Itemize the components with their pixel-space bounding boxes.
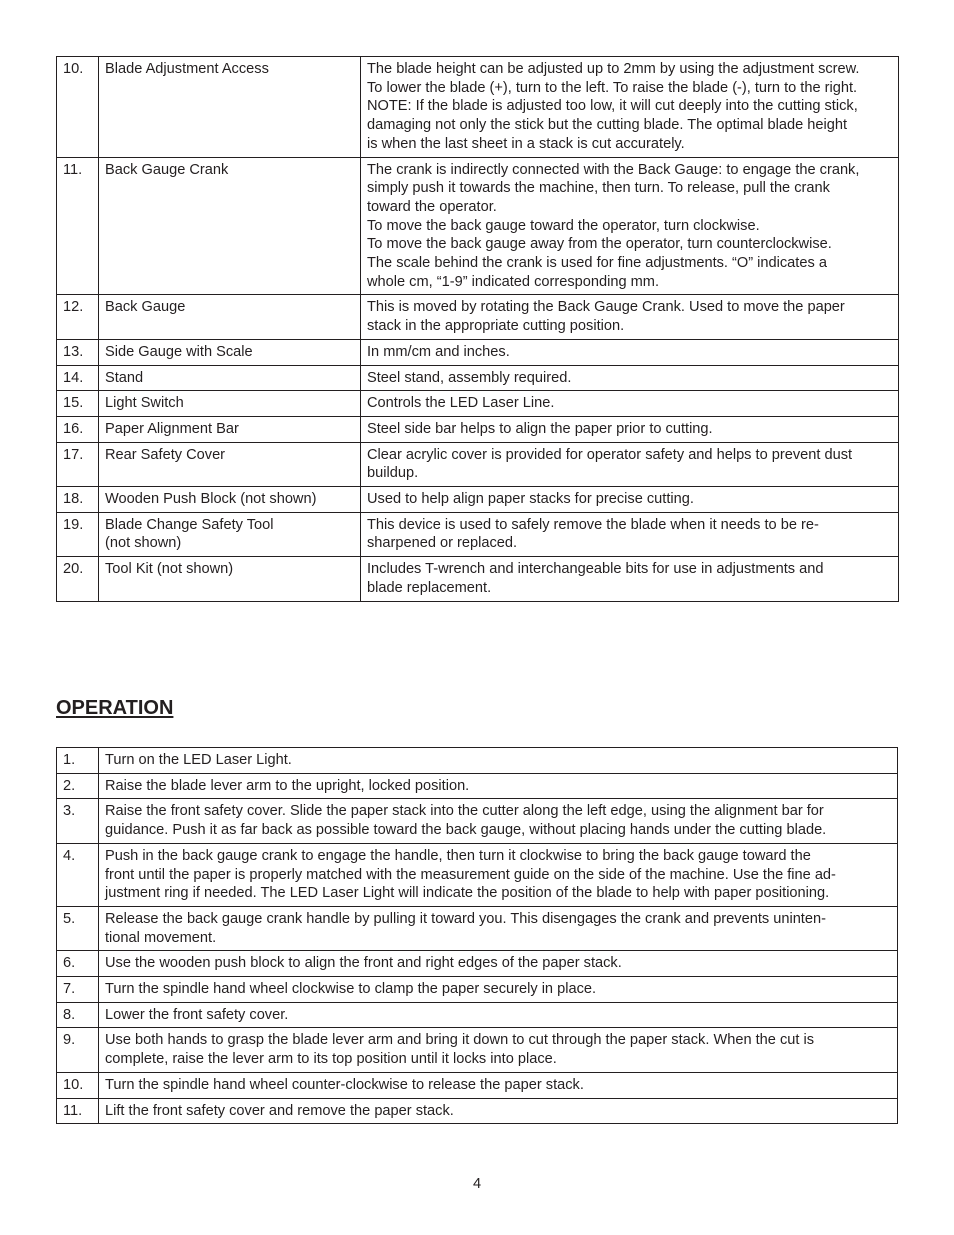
step-text-line: front until the paper is properly matched with the measurement guide on the side of the machine. Use the fine ad- [105,866,836,883]
part-description-line: Includes T-wrench and interchangeable bits for use in adjustments and [367,561,824,578]
part-description-line: damaging not only the stick but the cutting blade. The optimal blade height [367,117,848,134]
parts-table-row [57,365,899,391]
step-text-line: Turn on the LED Laser Light. [105,752,292,768]
part-name [99,391,361,417]
step-text-line: Push in the back gauge crank to engage the handle, then turn it clockwise to bring the back gauge toward the [105,847,811,864]
operation-step-row [57,1098,898,1124]
part-description-line: The blade height can be adjusted up to 2mm by using the adjustment screw. [367,61,860,77]
part-number: 19. [57,512,99,556]
parts-table [56,56,899,602]
step-text-line: Turn the spindle hand wheel clockwise to clamp the paper securely in place. [105,981,597,998]
step-text-line: Raise the blade lever arm to the upright, locked position. [105,777,470,794]
part-description-line: stack in the appropriate cutting position. [367,318,625,335]
part-description [361,557,899,601]
step-text-line: Release the back gauge crank handle by pulling it toward you. This disengages the crank and prevents uninten- [105,910,826,927]
step-number: 9. [57,1028,99,1072]
part-name-line: Blade Change Safety Tool [105,516,274,533]
part-name [99,416,361,442]
parts-table-row [57,295,899,339]
operation-step-row [57,906,898,950]
part-name-line: Back Gauge [105,299,186,316]
step-text [99,951,898,977]
step-text [99,977,898,1003]
step-number: 10. [57,1072,99,1098]
step-number: 11. [57,1098,99,1124]
part-number: 11. [57,157,99,295]
operation-step-row [57,773,898,799]
part-description [361,391,899,417]
part-number: 17. [57,442,99,486]
part-number: 20. [57,557,99,601]
part-name [99,487,361,513]
operation-step-row [57,977,898,1003]
part-description [361,365,899,391]
part-name [99,557,361,601]
step-text-line: Turn the spindle hand wheel counter-clockwise to release the paper stack. [105,1076,584,1093]
operation-step-row [57,799,898,843]
step-text-line: tional movement. [105,929,217,946]
part-description-line: NOTE: If the blade is adjusted too low, it will cut deeply into the cutting stick, [367,98,858,115]
operation-step-row [57,748,898,774]
step-number: 3. [57,799,99,843]
parts-table-row [57,416,899,442]
step-number: 1. [57,748,99,774]
step-text-line: Use the wooden push block to align the front and right edges of the paper stack. [105,955,622,972]
parts-table-row [57,391,899,417]
parts-table-row [57,157,899,295]
part-name [99,365,361,391]
part-number: 13. [57,339,99,365]
part-number: 18. [57,487,99,513]
step-text [99,1002,898,1028]
operation-step-row [57,1028,898,1072]
step-text-line: justment ring if needed. The LED Laser Light will indicate the position of the blade to help with paper positioning. [105,885,830,902]
part-description-line: The crank is indirectly connected with the Back Gauge: to engage the crank, [367,161,860,178]
step-text-line: Lift the front safety cover and remove the paper stack. [105,1102,454,1119]
part-description [361,416,899,442]
step-number: 4. [57,843,99,906]
part-description-line: Clear acrylic cover is provided for operator safety and helps to prevent dust [367,446,853,463]
step-number: 2. [57,773,99,799]
part-name [99,339,361,365]
part-description-line: toward the operator. [367,198,497,215]
step-text [99,1072,898,1098]
parts-table-row [57,557,899,601]
part-description-line: Controls the LED Laser Line. [367,395,555,412]
part-description [361,512,899,556]
page-number: 4 [472,1176,482,1192]
parts-table-row [57,442,899,486]
part-description [361,295,899,339]
part-description [361,157,899,295]
part-name [99,512,361,556]
step-text-line: guidance. Push it as far back as possible toward the back gauge, without placing hands under the cutting blade. [105,822,827,839]
part-number: 14. [57,365,99,391]
part-number: 12. [57,295,99,339]
part-description-line: Used to help align paper stacks for precise cutting. [367,491,694,508]
part-name [99,157,361,295]
part-number: 10. [57,57,99,158]
part-name-line: Wooden Push Block (not shown) [105,491,317,508]
part-description-line: is when the last sheet in a stack is cut accurately. [367,135,685,152]
operation-step-row [57,1002,898,1028]
part-description [361,442,899,486]
step-text [99,748,898,774]
part-name [99,57,361,158]
part-number: 15. [57,391,99,417]
part-name [99,442,361,486]
parts-table-body [57,57,899,602]
part-description-line: blade replacement. [367,579,492,596]
part-description-line: simply push it towards the machine, then turn. To release, pull the crank [367,180,830,197]
part-name-line: Light Switch [105,395,184,412]
step-number: 5. [57,906,99,950]
part-description-line: This is moved by rotating the Back Gauge Crank. Used to move the paper [367,299,845,316]
part-description-line: The scale behind the crank is used for fine adjustments. “O” indicates a [367,255,827,272]
step-text-line: complete, raise the lever arm to its top position until it locks into place. [105,1051,557,1068]
part-description-line: sharpened or replaced. [367,535,518,552]
part-name-line: (not shown) [105,535,182,552]
part-description-line: Steel side bar helps to align the paper prior to cutting. [367,420,713,437]
part-description-line: To lower the blade (+), turn to the left. To raise the blade (-), turn to the right. [367,79,858,96]
parts-table-row [57,339,899,365]
step-text-line: Use both hands to grasp the blade lever arm and bring it down to cut through the paper stack. When the cut is [105,1032,815,1049]
step-text [99,906,898,950]
operation-steps-body [57,748,898,1124]
part-name [99,295,361,339]
parts-table-row [57,487,899,513]
parts-table-row [57,57,899,158]
operation-heading: OPERATION [56,697,174,719]
part-description [361,57,899,158]
step-number: 7. [57,977,99,1003]
step-text [99,1028,898,1072]
step-text [99,799,898,843]
part-number: 16. [57,416,99,442]
parts-table-row [57,512,899,556]
part-name-line: Stand [105,369,144,386]
step-text [99,773,898,799]
part-description-line: buildup. [367,465,419,482]
part-description [361,487,899,513]
part-description [361,339,899,365]
operation-step-row [57,843,898,906]
step-text [99,1098,898,1124]
step-text-line: Lower the front safety cover. [105,1006,289,1023]
part-name-line: Back Gauge Crank [105,161,229,178]
step-text-line: Raise the front safety cover. Slide the paper stack into the cutter along the left edge, using the alignment bar for [105,803,824,820]
part-name-line: Tool Kit (not shown) [105,561,234,578]
step-number: 6. [57,951,99,977]
step-text [99,843,898,906]
operation-step-row [57,951,898,977]
part-description-line: In mm/cm and inches. [367,343,510,360]
part-description-line: To move the back gauge toward the operator, turn clockwise. [367,217,760,234]
part-description-line: Steel stand, assembly required. [367,369,572,386]
part-description-line: whole cm, “1-9” indicated corresponding mm. [367,273,659,290]
part-description-line: This device is used to safely remove the blade when it needs to be re- [367,516,819,533]
operation-steps-table [56,747,898,1124]
part-name-line: Rear Safety Cover [105,446,226,463]
step-number: 8. [57,1002,99,1028]
part-description-line: To move the back gauge away from the operator, turn counterclockwise. [367,236,832,253]
operation-step-row [57,1072,898,1098]
part-name-line: Paper Alignment Bar [105,420,239,437]
part-name-line: Blade Adjustment Access [105,61,269,77]
part-name-line: Side Gauge with Scale [105,343,253,360]
